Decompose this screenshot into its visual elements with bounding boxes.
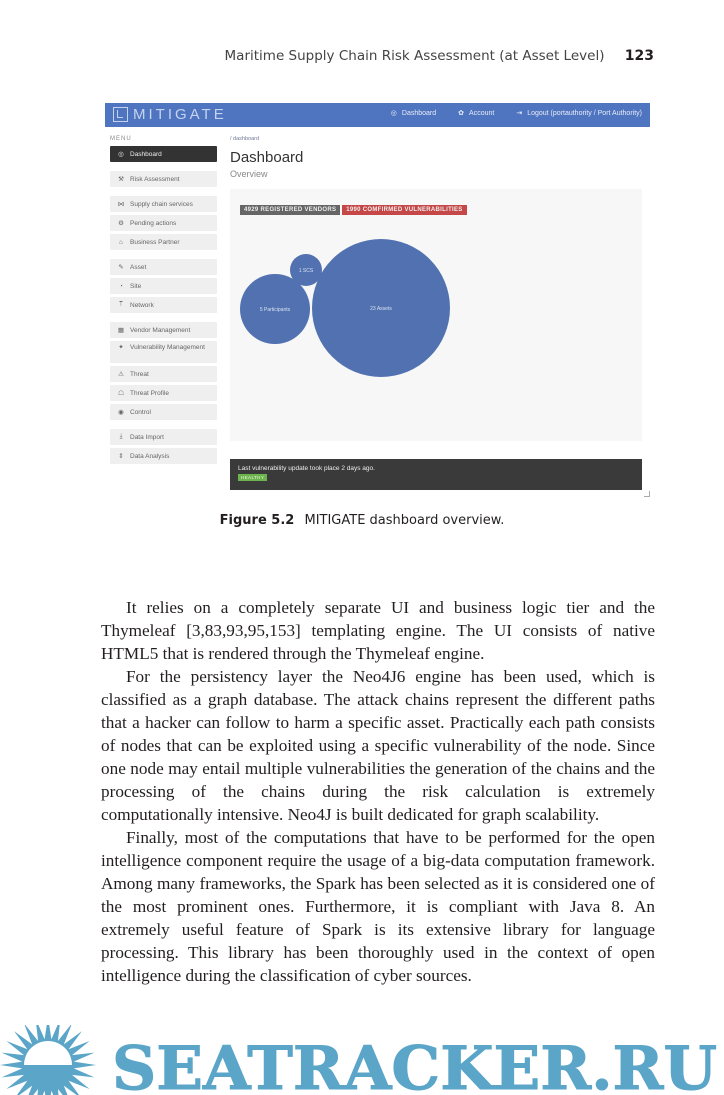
sidebar-item-site[interactable] xyxy=(110,278,217,294)
top-nav xyxy=(391,109,642,117)
bubble-participants[interactable] xyxy=(240,274,310,344)
menu-label: MENU xyxy=(110,136,132,142)
control-icon: ◉ xyxy=(118,409,124,416)
network-icon: ⍑ xyxy=(119,301,123,308)
sidebar-item-data-import[interactable] xyxy=(110,429,217,445)
sidebar-item-supply-chain-services[interactable] xyxy=(110,196,217,212)
brand-name: MITIGATE xyxy=(133,106,227,123)
sidebar-item-label: Pending actions xyxy=(130,219,177,227)
nav-label: Logout (portauthority / Port Authority) xyxy=(527,110,642,117)
vendor-icon: ▦ xyxy=(117,327,125,334)
sidebar-item-label: Supply chain services xyxy=(130,200,193,208)
sidebar-item-business-partner[interactable] xyxy=(110,234,217,250)
sidebar-item-asset[interactable] xyxy=(110,259,217,275)
breadcrumb[interactable]: / dashboard xyxy=(230,136,260,142)
sidebar-item-label: Asset xyxy=(130,263,147,271)
sidebar-item-label: Vendor Management xyxy=(130,326,191,334)
pending-icon: ⚙ xyxy=(118,220,124,227)
watermark xyxy=(0,1025,724,1095)
page-title: Dashboard xyxy=(230,149,304,166)
gear-icon: ✿ xyxy=(458,110,465,117)
running-head-title: Maritime Supply Chain Risk Assessment (at Asset Level) xyxy=(224,48,605,64)
vulnerability-icon: ✦ xyxy=(118,344,124,351)
bubble-label: 5 Participants xyxy=(259,307,291,313)
bubble-chart xyxy=(230,189,642,441)
nav-label: Dashboard xyxy=(401,110,437,117)
asset-icon: ✎ xyxy=(118,264,124,271)
dashboard-screenshot xyxy=(105,103,650,500)
bubble-assets[interactable] xyxy=(312,239,450,377)
sidebar-item-dashboard[interactable] xyxy=(110,146,217,162)
sidebar-item-label: Dashboard xyxy=(130,150,162,158)
sidebar-item-pending-actions[interactable] xyxy=(110,215,217,231)
body-paragraph: For the persistency layer the Neo4J6 engine has been used, which is classified as a graph database. The attack chains represent the different paths that a hacker can follow to harm a specific asset. Practically each path consists of nodes that can be exploited using a specific vulnerability of the node. Since one node may entail multiple vulnerabilities the generation of the chains and the processing of the chains during the risk calculation is extremely computationally intensive. Neo4J is built dedicated for graph scalability. xyxy=(101,667,655,824)
running-head xyxy=(0,48,654,64)
status-bar xyxy=(230,459,642,490)
sidebar-item-data-analysis[interactable] xyxy=(110,448,217,464)
sidebar-item-label: Site xyxy=(130,282,142,290)
site-icon: ◔ xyxy=(119,282,123,290)
sidebar-item-network[interactable] xyxy=(110,297,217,313)
logout-icon: ⇥ xyxy=(516,110,523,117)
sidebar-item-threat-profile[interactable] xyxy=(110,385,217,401)
sidebar-item-label: Risk Assessment xyxy=(130,175,180,183)
figure-caption xyxy=(0,513,724,528)
sun-logo-icon xyxy=(0,1025,96,1095)
vulnerabilities-badge: 1990 COMFIRMED VULNERABILITIES xyxy=(342,205,466,215)
analysis-icon: ⇕ xyxy=(118,453,124,460)
sidebar-item-label: Vulnerability Management xyxy=(130,344,205,351)
brand-logo[interactable] xyxy=(113,106,227,123)
dashboard-icon: ◎ xyxy=(390,110,397,117)
sidebar xyxy=(110,146,217,467)
wrench-icon: ⚒ xyxy=(118,176,124,183)
nav-logout[interactable] xyxy=(516,109,642,117)
healthy-badge: HEALTHY xyxy=(238,474,267,481)
logo-icon xyxy=(113,107,128,122)
supply-chain-icon: ⋈ xyxy=(117,201,125,208)
figure-caption-text: MITIGATE dashboard overview. xyxy=(304,513,505,528)
nav-dashboard[interactable] xyxy=(391,109,436,117)
sidebar-item-label: Data Import xyxy=(130,433,164,441)
status-message: Last vulnerability update took place 2 days ago. xyxy=(238,465,375,472)
sidebar-item-vendor-management[interactable] xyxy=(110,322,217,338)
body-paragraph: Finally, most of the computations that have to be performed for the open intelligence component require the usage of a big-data computation framework. Among many frameworks, the Spark has been selected as it is considered one of the most prominent ones. Furthermore, it is compliant with Java 8. An extremely useful feature of Spark is its extensive library for language processing. This library has been thoroughly used in the context of open intelligence during the classification of cyber sources. xyxy=(101,828,655,985)
sidebar-item-threat[interactable] xyxy=(110,366,217,382)
resize-handle-icon xyxy=(644,491,650,497)
sidebar-item-label: Control xyxy=(130,408,151,416)
body-paragraph: It relies on a completely separate UI and business logic tier and the Thymeleaf [3,83,93,95,153] templating engine. The UI consists of native HTML5 that is rendered through the Thymeleaf engine. xyxy=(101,598,655,663)
sidebar-item-vulnerability-management[interactable] xyxy=(110,341,217,363)
dashboard-icon: ◎ xyxy=(118,151,124,158)
sidebar-item-label: Business Partner xyxy=(130,238,180,246)
sidebar-item-label: Network xyxy=(130,301,154,309)
watermark-text: SEATRACKER.RU xyxy=(112,1034,717,1095)
vendors-badge: 4929 REGISTERED VENDORS xyxy=(240,205,340,215)
threat-profile-icon: ☖ xyxy=(118,390,124,397)
page-subtitle: Overview xyxy=(230,169,268,179)
nav-account[interactable] xyxy=(458,109,494,117)
threat-icon: ⚠ xyxy=(118,371,124,378)
overview-panel xyxy=(230,189,642,441)
page-number: 123 xyxy=(624,48,654,64)
sidebar-item-control[interactable] xyxy=(110,404,217,420)
top-navbar xyxy=(105,103,650,127)
sidebar-item-risk-assessment[interactable] xyxy=(110,171,217,187)
import-icon: ⤓ xyxy=(119,433,123,440)
partner-icon: ⌂ xyxy=(119,238,123,246)
sidebar-item-label: Threat Profile xyxy=(130,389,170,397)
bubble-label: 23 Assets xyxy=(370,306,392,312)
figure-number: Figure 5.2 xyxy=(219,513,295,528)
sidebar-item-label: Threat xyxy=(130,370,149,378)
nav-label: Account xyxy=(469,110,495,117)
body-text xyxy=(101,596,655,987)
sidebar-item-label: Data Analysis xyxy=(130,452,170,460)
bubble-label: 1 SCS xyxy=(298,268,314,274)
